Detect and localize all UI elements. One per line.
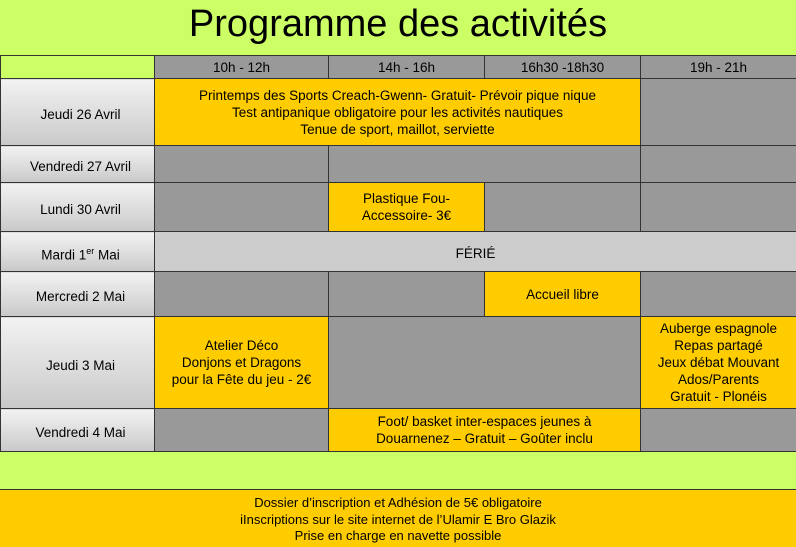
activity-line: Jeux débat Mouvant — [657, 355, 780, 370]
row-jeudi-26 — [1, 79, 796, 146]
activity-line: Gratuit - Plonéis — [670, 389, 767, 404]
activity-accueil-libre: Accueil libre — [485, 272, 641, 317]
day-label: Jeudi 26 Avril — [1, 79, 155, 146]
row-jeudi-3 — [1, 317, 796, 409]
activity-foot-basket — [329, 409, 641, 452]
activity-line: Donjons et Dragons — [181, 355, 302, 370]
header-slot-1: 10h - 12h — [155, 56, 329, 79]
empty-slot — [329, 146, 641, 183]
row-mardi-1 — [1, 232, 796, 272]
activity-line: Douarnenez – Gratuit – Goûter inclu — [376, 431, 593, 446]
day-label-month: Mai — [94, 247, 120, 263]
row-vendredi-27 — [1, 146, 796, 183]
empty-slot — [329, 272, 485, 317]
empty-slot — [485, 183, 641, 232]
activity-line: Repas partagé — [674, 338, 763, 353]
activity-line: Ados/Parents — [677, 372, 760, 387]
activity-line: Atelier Déco — [204, 338, 279, 353]
activity-line: Auberge espagnole — [659, 321, 778, 336]
empty-slot — [155, 409, 329, 452]
footer-line: Dossier d’inscription et Adhésion de 5€ obligatoire — [254, 495, 542, 510]
footer-line: iInscriptions sur le site internet de l’Ulamir E Bro Glazik — [240, 511, 556, 527]
empty-slot — [155, 272, 329, 317]
footer-line: Prise en charge en navette possible — [294, 528, 502, 543]
activity-line: Tenue de sport, maillot, serviette — [300, 121, 495, 137]
row-lundi-30 — [1, 183, 796, 232]
day-label-text: Mardi 1 — [41, 247, 87, 263]
activity-line: Printemps des Sports Creach-Gwenn- Gratuit- Prévoir pique nique — [199, 87, 596, 103]
header-slot-4: 19h - 21h — [641, 56, 796, 79]
activity-atelier-deco — [155, 317, 329, 409]
activity-line: Plastique Fou- — [362, 191, 451, 206]
empty-slot — [641, 409, 796, 452]
row-mercredi-2 — [1, 272, 796, 317]
day-label: Vendredi 27 Avril — [1, 146, 155, 183]
empty-slot — [641, 183, 796, 232]
header-slot-3: 16h30 -18h30 — [485, 56, 641, 79]
empty-slot — [329, 317, 641, 409]
activity-printemps-des-sports — [155, 79, 641, 146]
day-label: Jeudi 3 Mai — [1, 317, 155, 409]
holiday-ferie: FÉRIÉ — [155, 232, 796, 272]
page-title: Programme des activités — [188, 3, 608, 45]
empty-slot — [155, 146, 329, 183]
empty-slot — [641, 272, 796, 317]
row-vendredi-4 — [1, 409, 796, 452]
empty-slot — [641, 79, 796, 146]
activity-line: pour la Fête du jeu - 2€ — [171, 372, 312, 387]
schedule-table — [0, 55, 796, 452]
header-slot-2: 14h - 16h — [329, 56, 485, 79]
day-label — [1, 232, 155, 272]
activity-line: Foot/ basket inter-espaces jeunes à — [377, 414, 592, 429]
header-corner — [1, 56, 155, 79]
day-label: Mercredi 2 Mai — [1, 272, 155, 317]
day-label-superscript: er — [86, 245, 95, 256]
day-label: Lundi 30 Avril — [1, 183, 155, 232]
empty-slot — [155, 183, 329, 232]
header-row — [1, 56, 796, 79]
footer-info-box — [0, 489, 796, 547]
activity-plastique-fou — [329, 183, 485, 232]
activity-auberge-espagnole — [641, 317, 796, 409]
empty-slot — [641, 146, 796, 183]
activity-line: Test antipanique obligatoire pour les activités nautiques — [232, 104, 563, 120]
activity-line: Accessoire- 3€ — [361, 208, 452, 223]
day-label: Vendredi 4 Mai — [1, 409, 155, 452]
